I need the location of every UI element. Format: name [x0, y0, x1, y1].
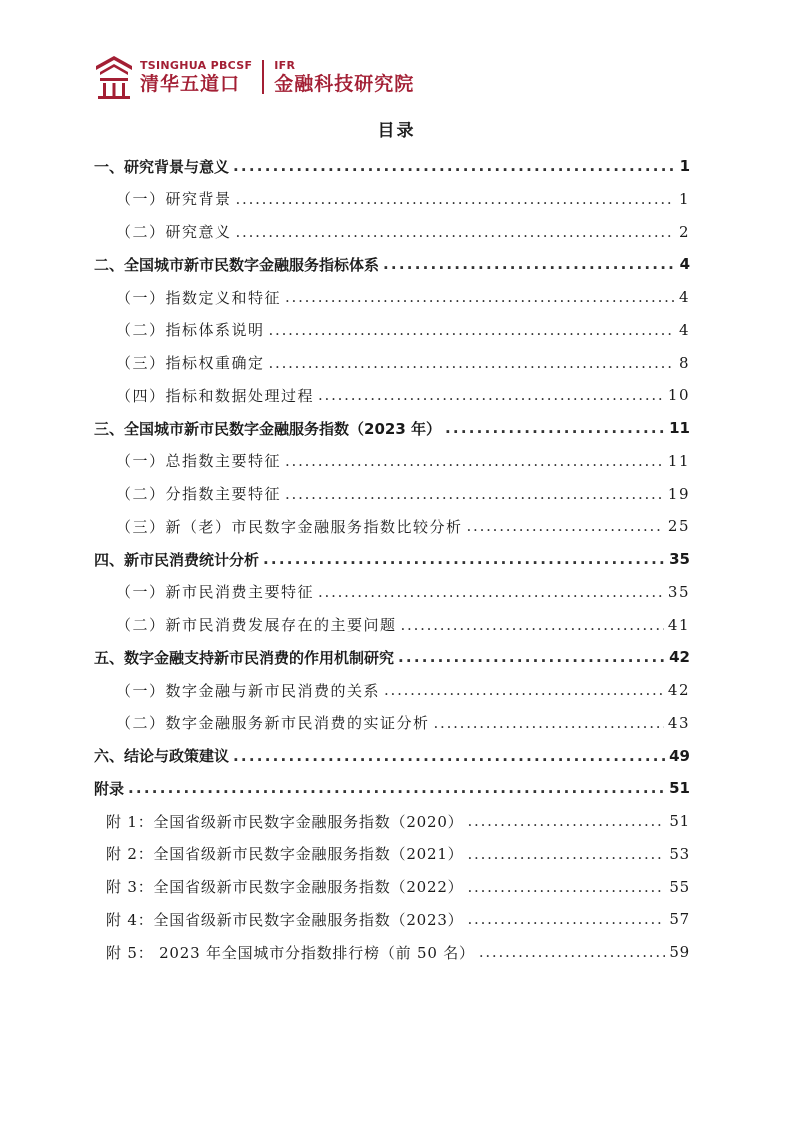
toc-leader-dots — [398, 641, 665, 673]
toc-leader-dots — [384, 674, 664, 706]
toc-leader-dots — [269, 347, 674, 379]
page-title: 目录 — [377, 121, 416, 141]
toc-page-number: 8 — [678, 353, 690, 372]
toc-entry-title: 四、新市民消费统计分析 — [94, 550, 260, 569]
toc-entry-title: （二）数字金融服务新市民消费的实证分析 — [116, 714, 430, 733]
toc-entry-title: 六、结论与政策建议 — [94, 747, 230, 765]
toc-entry[interactable] — [116, 379, 690, 411]
toc-leader-dots — [468, 838, 666, 870]
toc-entry[interactable] — [116, 674, 690, 706]
toc-leader-dots — [236, 183, 674, 215]
toc-entry-title: 五、数字金融支持新市民消费的作用机制研究 — [94, 648, 395, 667]
toc-page-number: 57 — [669, 910, 690, 929]
toc-entry-title: 附 5： 2023 年全国城市分指数排行榜（前 50 名） — [106, 943, 475, 962]
toc-page-number: 11 — [669, 419, 690, 437]
toc-entry-title: 附 2：全国省级新市民数字金融服务指数（2021） — [106, 845, 464, 864]
toc-leader-dots — [263, 543, 665, 575]
toc-entry[interactable] — [116, 281, 690, 313]
toc-leader-dots — [233, 740, 665, 772]
toc-leader-dots — [236, 216, 674, 248]
toc-entry[interactable] — [106, 805, 690, 837]
brand-en: TSINGHUA PBCSF — [140, 58, 253, 72]
toc-entry-title: 一、研究背景与意义 — [94, 157, 230, 176]
toc-page-number: 25 — [667, 517, 690, 536]
toc-entry-title: （一）数字金融与新市民消费的关系 — [116, 681, 381, 700]
tsinghua-logo-icon — [94, 54, 134, 100]
toc-page-number: 4 — [678, 320, 690, 339]
toc-page-number: 59 — [669, 943, 690, 961]
toc-leader-dots — [128, 772, 665, 804]
toc-page-number: 19 — [667, 484, 690, 503]
toc-leader-dots — [269, 314, 674, 346]
brand-cn: 清华五道口 — [140, 72, 241, 95]
toc-entry-title: （二）分指数主要特征 — [116, 485, 282, 503]
toc-entry-title: （三）新（老）市民数字金融服务指数比较分析 — [116, 517, 463, 536]
toc-leader-dots — [479, 936, 665, 968]
toc-page-number: 42 — [669, 648, 690, 667]
page-header — [94, 54, 414, 100]
toc-entry[interactable] — [94, 740, 690, 772]
toc-entry[interactable] — [116, 478, 690, 510]
toc-leader-dots — [445, 412, 665, 444]
toc-entry[interactable] — [116, 347, 690, 379]
toc-page-number: 4 — [679, 255, 690, 274]
toc-page-number: 11 — [667, 451, 690, 470]
toc-entry[interactable] — [116, 510, 690, 542]
toc-leader-dots — [468, 903, 666, 935]
toc-page-number: 51 — [669, 812, 690, 830]
toc-page-number: 10 — [667, 386, 690, 405]
toc-entry[interactable] — [116, 314, 690, 346]
toc-entry[interactable] — [106, 936, 690, 968]
toc-page-number: 51 — [669, 779, 690, 798]
ifr-block — [274, 59, 414, 96]
toc-page-number: 55 — [669, 877, 690, 896]
toc-page-number: 53 — [669, 844, 690, 863]
toc-page-number: 35 — [667, 582, 690, 601]
toc-leader-dots — [285, 445, 664, 477]
toc-entry[interactable] — [94, 248, 690, 280]
toc-page-number: 1 — [678, 189, 690, 208]
toc-leader-dots — [285, 281, 674, 313]
toc-entry[interactable] — [106, 871, 690, 903]
toc-entry[interactable] — [116, 576, 690, 608]
toc-page-number: 2 — [678, 222, 690, 241]
toc-leader-dots — [383, 248, 674, 280]
toc-entry-title: （一）研究背景 — [116, 190, 232, 209]
toc-entry[interactable] — [116, 445, 690, 477]
toc-entry[interactable] — [94, 150, 690, 182]
toc-page-number: 41 — [667, 615, 690, 634]
toc-entry[interactable] — [94, 641, 690, 673]
toc-entry[interactable] — [116, 609, 690, 641]
toc-entry[interactable] — [116, 183, 690, 215]
toc-leader-dots — [434, 707, 664, 739]
toc-page-number: 42 — [667, 681, 690, 699]
toc-page-number: 43 — [667, 713, 690, 732]
toc-leader-dots — [401, 609, 664, 641]
toc-page-number: 4 — [678, 288, 690, 306]
toc-entry-title: （一）指数定义和特征 — [116, 288, 282, 307]
toc-entry-title: 三、全国城市新市民数字金融服务指数（2023 年） — [94, 419, 441, 438]
toc-leader-dots — [468, 871, 666, 903]
toc-leader-dots — [468, 805, 666, 837]
toc-entry-title: 附录 — [94, 779, 125, 798]
toc-leader-dots — [318, 379, 664, 411]
toc-page-number: 49 — [669, 746, 690, 765]
toc-page-number: 1 — [679, 157, 690, 175]
brand-block — [140, 59, 252, 96]
toc-entry-title: （一）总指数主要特征 — [116, 452, 282, 471]
toc-entry-title: 附 3：全国省级新市民数字金融服务指数（2022） — [106, 878, 464, 896]
toc-leader-dots — [285, 478, 664, 510]
toc-entry-title: 二、全国城市新市民数字金融服务指标体系 — [94, 255, 380, 274]
header-divider — [262, 60, 264, 94]
toc-entry-title: （二）指标体系说明 — [116, 321, 265, 340]
toc-leader-dots — [318, 576, 664, 608]
toc-entry-title: （四）指标和数据处理过程 — [116, 386, 315, 405]
toc-leader-dots — [467, 510, 664, 542]
ifr-en: IFR — [274, 58, 296, 72]
toc-entry[interactable] — [116, 707, 690, 739]
ifr-cn: 金融科技研究院 — [274, 72, 415, 95]
toc-entry-title: 附 1：全国省级新市民数字金融服务指数（2020） — [106, 812, 464, 831]
toc-page-number: 35 — [669, 550, 690, 568]
toc-entry[interactable] — [106, 903, 690, 935]
toc-leader-dots — [233, 150, 674, 182]
toc-entry[interactable] — [94, 543, 690, 575]
toc-entry-title: 附 4：全国省级新市民数字金融服务指数（2023） — [106, 910, 464, 929]
toc-entry[interactable] — [94, 772, 690, 804]
toc-entry[interactable] — [116, 216, 690, 248]
toc-entry-title: （三）指标权重确定 — [116, 354, 265, 372]
toc-entry-title: （一）新市民消费主要特征 — [116, 583, 315, 602]
toc-entry-title: （二）研究意义 — [116, 223, 232, 241]
toc-entry-title: （二）新市民消费发展存在的主要问题 — [116, 616, 397, 634]
toc-entry[interactable] — [106, 838, 690, 870]
toc-entry[interactable] — [94, 412, 690, 444]
